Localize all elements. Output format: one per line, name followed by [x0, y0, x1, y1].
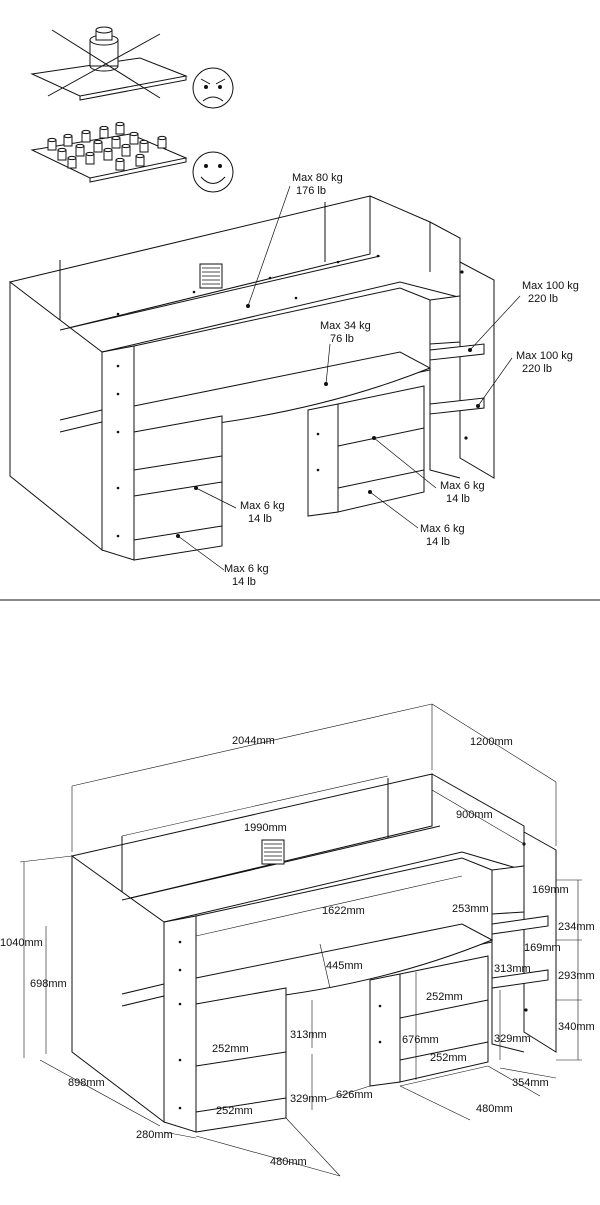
jar-lid	[58, 148, 66, 151]
dim-left-252a: 252mm	[212, 1043, 249, 1055]
dim-left-252b: 252mm	[216, 1105, 253, 1117]
load-label-center-shelf-mid	[440, 480, 485, 505]
dim-329-right: 329mm	[494, 1033, 531, 1045]
load-label-left-shelf-mid	[240, 500, 285, 525]
dim-900: 900mm	[456, 809, 493, 821]
jar-lid	[136, 154, 144, 157]
jar-lid	[140, 140, 148, 143]
jar-lid	[48, 138, 56, 141]
jar-lid	[158, 136, 166, 139]
svg-text:Max 100 kg: Max 100 kg	[522, 280, 579, 292]
svg-text:14 lb: 14 lb	[446, 493, 470, 505]
dim-left-329: 329mm	[290, 1093, 327, 1105]
smiley-face-icon	[193, 152, 233, 192]
dim-626: 626mm	[336, 1089, 373, 1101]
jar-lid	[130, 132, 138, 135]
dim-left-480: 480mm	[270, 1156, 307, 1168]
svg-text:Max 6 kg: Max 6 kg	[440, 480, 485, 492]
dim-313-right: 313mm	[494, 963, 531, 975]
dim-1990: 1990mm	[244, 822, 287, 834]
jar-lid	[68, 156, 76, 159]
svg-text:76 lb: 76 lb	[330, 333, 354, 345]
dim-280: 280mm	[136, 1129, 173, 1141]
dim-1040: 1040mm	[0, 937, 43, 949]
dim-169b: 169mm	[524, 942, 561, 954]
jar-lid	[116, 122, 124, 125]
jar-lid	[116, 158, 124, 161]
svg-text:220 lb: 220 lb	[522, 363, 552, 375]
correct-load-illustration	[32, 122, 186, 182]
svg-text:Max 6 kg: Max 6 kg	[224, 563, 269, 575]
jar-lid	[76, 144, 84, 147]
svg-text:Max 6 kg: Max 6 kg	[240, 500, 285, 512]
wrong-load-illustration	[32, 27, 186, 100]
svg-text:176 lb: 176 lb	[296, 185, 326, 197]
svg-text:Max 6 kg: Max 6 kg	[420, 523, 465, 535]
dim-1622: 1622mm	[322, 905, 365, 917]
svg-text:Max 100 kg: Max 100 kg	[516, 350, 573, 362]
dim-1200: 1200mm	[470, 736, 513, 748]
jar-lid	[64, 134, 72, 137]
load-label-right-upper	[522, 280, 579, 305]
dim-676: 676mm	[402, 1034, 439, 1046]
dim-354: 354mm	[512, 1077, 549, 1089]
dim-698: 698mm	[30, 978, 67, 990]
svg-text:14 lb: 14 lb	[232, 576, 256, 588]
dim-center-480: 480mm	[476, 1103, 513, 1115]
dim-898: 898mm	[68, 1077, 105, 1089]
load-label-center-shelf-bottom	[420, 523, 465, 548]
dim-253: 253mm	[452, 903, 489, 915]
jar-lid	[94, 140, 102, 143]
dim-169a: 169mm	[532, 884, 569, 896]
svg-text:14 lb: 14 lb	[426, 536, 450, 548]
dim-2044: 2044mm	[232, 735, 275, 747]
svg-text:Max 80 kg: Max 80 kg	[292, 172, 343, 184]
dim-234: 234mm	[558, 921, 595, 933]
angry-face-icon	[193, 68, 233, 108]
jar-lid	[122, 144, 130, 147]
svg-text:14 lb: 14 lb	[248, 513, 272, 525]
dim-445: 445mm	[326, 960, 363, 972]
dim-340: 340mm	[558, 1021, 595, 1033]
jar-lid	[82, 130, 90, 133]
load-label-left-shelf-bottom	[224, 563, 269, 588]
jar-lid	[100, 126, 108, 129]
dim-center-252b: 252mm	[430, 1052, 467, 1064]
jar-lid	[86, 152, 94, 155]
dim-center-252a: 252mm	[426, 991, 463, 1003]
dim-293: 293mm	[558, 970, 595, 982]
jar-lid	[104, 148, 112, 151]
load-label-right-lower	[516, 350, 573, 375]
jar-lid	[112, 136, 120, 139]
svg-text:220 lb: 220 lb	[528, 293, 558, 305]
svg-text:Max 34 kg: Max 34 kg	[320, 320, 371, 332]
load-label-top-shelf	[292, 172, 343, 197]
dim-left-313: 313mm	[290, 1029, 327, 1041]
